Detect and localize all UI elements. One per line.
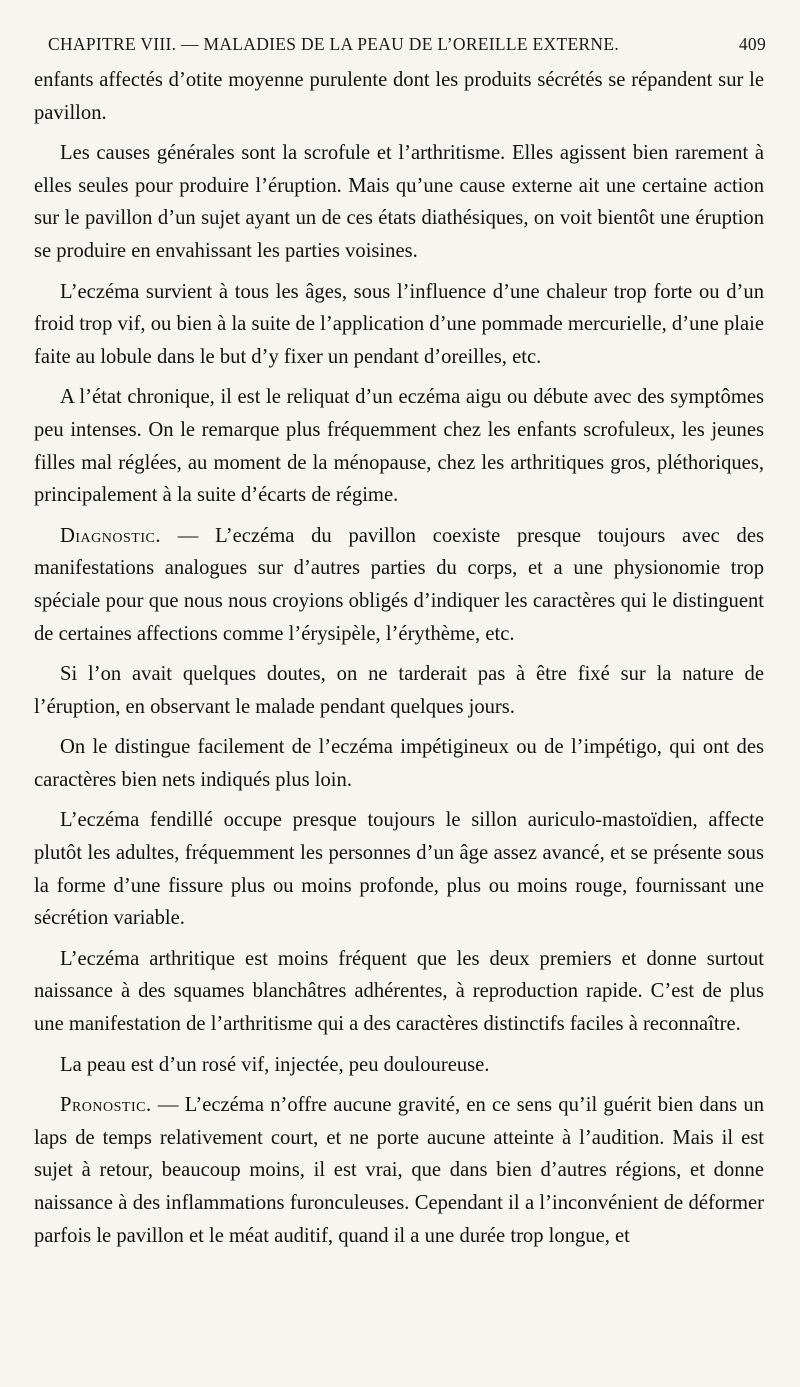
paragraph bbox=[34, 381, 764, 511]
paragraph-text: enfants affectés d’otite moyenne purulente dont les produits sécrétés se répandent sur le pavillon. bbox=[34, 69, 764, 124]
paragraph bbox=[34, 276, 764, 374]
page-number: 409 bbox=[738, 34, 766, 54]
paragraph-text: On le distingue facilement de l’eczéma impétigineux ou de l’impétigo, qui ont des caractères bien nets indiqués plus loin. bbox=[34, 736, 764, 791]
running-header bbox=[40, 34, 770, 58]
paragraph bbox=[34, 804, 764, 934]
paragraph-text: L’eczéma arthritique est moins fréquent que les deux premiers et donne surtout naissance à des squames blanchâtres adhérentes, à reproduction rapide. C’est de plus une manifestation de l’arthritisme qui a des caractères distinctifs faciles à reconnaître. bbox=[34, 947, 764, 1036]
body-text bbox=[34, 64, 764, 1260]
chapter-title: CHAPITRE VIII. — MALADIES DE LA PEAU DE L’OREILLE EXTERNE. bbox=[48, 34, 620, 54]
paragraph-text: L’eczéma fendillé occupe presque toujours le sillon auriculo-mastoïdien, affecte plutôt les adultes, fréquemment les personnes d’un âge assez avancé, et se présente sous la forme d’une fissure plus ou moins profonde, plus ou moins rouge, fournissant une sécrétion variable. bbox=[34, 809, 764, 930]
paragraph bbox=[34, 1049, 764, 1082]
paragraph-text: — L’eczéma du pavillon coexiste presque toujours avec des manifestations analogues sur d’autres parties du corps, et a une physionomie trop spéciale pour que nous nous croyions obligés d’indiquer les caractères qui le distinguent de certaines affections comme l’érysipèle, l’érythème, etc. bbox=[34, 524, 764, 645]
paragraph-text: A l’état chronique, il est le reliquat d’un eczéma aigu ou débute avec des symptômes peu intenses. On le remarque plus fréquemment chez les enfants scrofuleux, les jeunes filles mal réglées, au moment de la ménopause, chez les arthritiques gros, pléthoriques, principalement à la suite d’écarts de régime. bbox=[34, 386, 764, 507]
paragraph-text: La peau est d’un rosé vif, injectée, peu douloureuse. bbox=[60, 1053, 490, 1076]
paragraph bbox=[34, 137, 764, 267]
paragraph-text: — L’eczéma n’offre aucune gravité, en ce sens qu’il guérit bien dans un laps de temps relativement court, et ne porte aucune atteinte à l’audition. Mais il est sujet à retour, beaucoup moins, il est vrai, que dans bien d’autres régions, et donne naissance à des inflammations furonculeuses. Cependant il a l’inconvénient de déformer parfois le pavillon et le méat auditif, quand il a une durée trop longue, et bbox=[34, 1094, 764, 1247]
paragraph-pronostic bbox=[34, 1089, 764, 1252]
paragraph bbox=[34, 731, 764, 796]
section-lead: Pronostic. bbox=[60, 1094, 152, 1117]
paragraph-diagnostic bbox=[34, 520, 764, 650]
paragraph-text: Si l’on avait quelques doutes, on ne tarderait pas à être fixé sur la nature de l’éruption, en observant le malade pendant quelques jours. bbox=[34, 663, 764, 718]
paragraph bbox=[34, 943, 764, 1041]
paragraph bbox=[34, 64, 764, 129]
paragraph-text: L’eczéma survient à tous les âges, sous l’influence d’une chaleur trop forte ou d’un froid trop vif, ou bien à la suite de l’application d’une pommade mercurielle, d’une plaie faite au lobule dans le but d’y fixer un pendant d’oreilles, etc. bbox=[34, 280, 764, 368]
paragraph bbox=[34, 658, 764, 723]
paragraph-text: Les causes générales sont la scrofule et l’arthritisme. Elles agissent bien rarement à elles seules pour produire l’éruption. Mais qu’une cause externe ait une certaine action sur le pavillon d’un sujet ayant un de ces états diathésiques, on voit bientôt une éruption se produire en envahissant les parties voisines. bbox=[34, 142, 764, 262]
section-lead: Diagnostic. bbox=[60, 524, 161, 547]
